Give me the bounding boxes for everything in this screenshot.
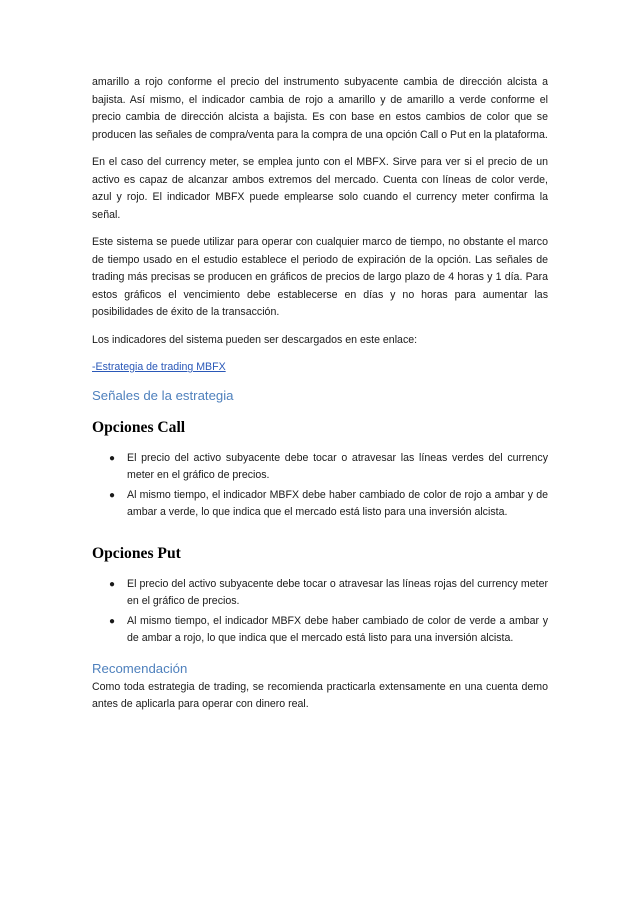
paragraph-download-intro: Los indicadores del sistema pueden ser descargados en este enlace: [92,333,418,346]
mbfx-strategy-link[interactable]: -Estrategia de trading MBFX [92,361,226,373]
heading-call-options: Opciones Call [92,418,186,436]
list-item-text: Al mismo tiempo, el indicador MBFX debe haber cambiado de color de verde a ambar y de ambar a rojo, lo que indica que el mercado está listo para una inversión alcista. [127,614,548,644]
list-item-text: El precio del activo subyacente debe tocar o atravesar las líneas verdes del currency meter en el gráfico de precios. [127,451,548,481]
paragraph-timeframes: Este sistema se puede utilizar para operar con cualquier marco de tiempo, no obstante el marco de tiempo usado en el estudio establece el periodo de expiración de la opción. Las señales de trading más precisas se producen en gráficos de precios de largo plazo de 4 horas y 1 día. Para estos gráficos el vencimiento debe establecerse en días y no horas para aumentar las posibilidades de éxito de la transacción. [92,236,548,318]
paragraph-currency-meter: En el caso del currency meter, se emplea junto con el MBFX. Sirve para ver si el precio de un activo es capaz de alcanzar ambos extremos del mercado. Cuenta con líneas de color verde, azul y rojo. El indicador MBFX puede emplearse solo cuando el currency meter confirma la señal. [92,156,548,221]
list-item-text: El precio del activo subyacente debe tocar o atravesar las líneas rojas del currency meter en el gráfico de precios. [127,577,548,607]
heading-put-options: Opciones Put [92,544,181,562]
put-bullet-list [92,576,548,648]
bullet-icon: ● [109,615,116,627]
recommendation-text: Como toda estrategia de trading, se recomienda practicarla extensamente en una cuenta demo antes de aplicarla para operar con dinero real. [92,680,548,710]
paragraph-indicator-colors: amarillo a rojo conforme el precio del instrumento subyacente cambia de dirección alcista a bajista. Así mismo, el indicador cambia de rojo a amarillo y de amarillo a verde conforme el precio cambia de dirección alcista a bajista. Es con base en estos cambios de color que se producen las señales de compra/venta para la compra de una opción Call o Put en la plataforma. [92,76,548,141]
call-bullet-list [92,450,548,522]
list-item [109,613,548,648]
list-item [109,487,548,522]
list-item [109,576,548,611]
section-title-signals: Señales de la estrategia [92,387,234,403]
bullet-icon: ● [109,578,116,590]
list-item [109,450,548,485]
section-title-recommendation: Recomendación [92,660,188,676]
bullet-icon: ● [109,489,116,501]
bullet-icon: ● [109,452,116,464]
list-item-text: Al mismo tiempo, el indicador MBFX debe haber cambiado de color de rojo a ambar y de ambar a verde, lo que indica que el mercado está listo para una inversión alcista. [127,488,548,518]
download-link-paragraph [92,359,548,377]
